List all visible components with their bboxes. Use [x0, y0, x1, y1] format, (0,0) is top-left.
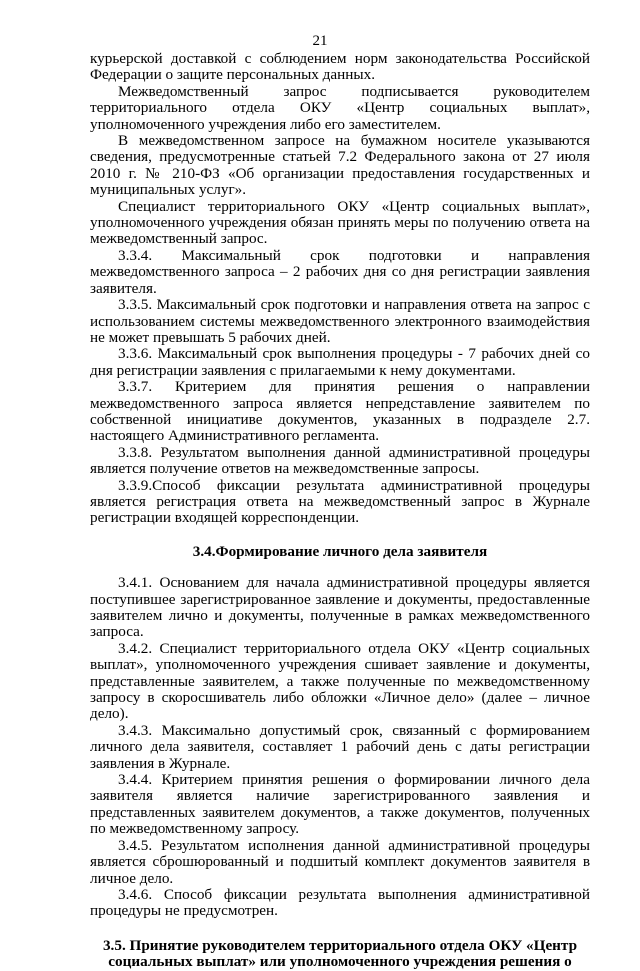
paragraph: 3.3.6. Максимальный срок выполнения процедуры - 7 рабочих дней со дня регистрации заявления с прилагаемыми к нему документами. [90, 345, 590, 379]
paragraph: 3.4.1. Основанием для начала административной процедуры является поступившее зарегистрированное заявление и документы, предоставленные заявителем лично и документы, полученные в рамках межведомственного запроса. [90, 574, 590, 641]
paragraph: Межведомственный запрос подписывается руководителем территориального отдела ОКУ «Центр социальных выплат», уполномоченного учреждения либо его заместителем. [90, 82, 590, 133]
paragraph: 3.3.9.Способ фиксации результата административной процедуры является регистрация ответа на межведомственный запрос в Журнале регистрации входящей корреспонденции. [90, 476, 590, 527]
page-content [90, 51, 590, 971]
paragraph: 3.4.3. Максимально допустимый срок, связанный с формированием личного дела заявителя, составляет 1 рабочий день с даты регистрации заявления в Журнале. [90, 721, 590, 772]
paragraph: курьерской доставкой с соблюдением норм законодательства Российской Федерации о защите персональных данных. [90, 50, 590, 84]
paragraph: 3.3.8. Результатом выполнения данной административной процедуры является получение ответов на межведомственные запросы. [90, 443, 590, 478]
paragraph: 3.3.4. Максимальный срок подготовки и направления межведомственного запроса – 2 рабочих дня со дня регистрации заявления заявителя. [90, 246, 590, 297]
section-heading: 3.4.Формирование личного дела заявителя [192, 542, 488, 560]
paragraph: 3.3.5. Максимальный срок подготовки и направления ответа на запрос с использованием системы межведомственного электронного взаимодействия не может превышать 5 рабочих дней. [90, 296, 590, 346]
paragraph: 3.3.7. Критерием для принятия решения о направлении межведомственного запроса является непредставление заявителем по собственной инициативе документов, указанных в подразделе 2.7. настоящего Административного регламента. [90, 378, 590, 445]
paragraph: В межведомственном запросе на бумажном носителе указываются сведения, предусмотренные статьей 7.2 Федерального закона от 27 июля 2010 г. № 210-ФЗ «Об организации предоставления государственных и муниципальных услуг». [90, 132, 590, 199]
paragraph: 3.4.6. Способ фиксации результата выполнения административной процедуры не предусмотрен. [90, 885, 590, 920]
paragraph: Специалист территориального ОКУ «Центр социальных выплат», уполномоченного учреждения обязан принять меры по получению ответа на межведомственный запрос. [90, 197, 590, 248]
section-heading: 3.5. Принятие руководителем территориального отдела ОКУ «Центр социальных выплат» или уполномоченного учреждения решения о [102, 936, 578, 971]
page-number: 21 [312, 33, 328, 49]
paragraph: 3.4.5. Результатом исполнения данной административной процедуры является сброшюрованный и подшитый комплект документов заявителя в личное дело. [90, 836, 590, 887]
paragraph: 3.4.2. Специалист территориального отдела ОКУ «Центр социальных выплат», уполномоченного учреждения сшивает заявление и документы, представленные заявителем, а также полученные по межведомственному запросу в скоросшиватель либо обложки «Личное дело» (далее – личное дело). [90, 639, 590, 723]
paragraph: 3.4.4. Критерием принятия решения о формировании личного дела заявителя является наличие зарегистрированного заявления и представленных заявителем документов, а также документов, полученных по межведомственному запросу. [90, 771, 590, 838]
